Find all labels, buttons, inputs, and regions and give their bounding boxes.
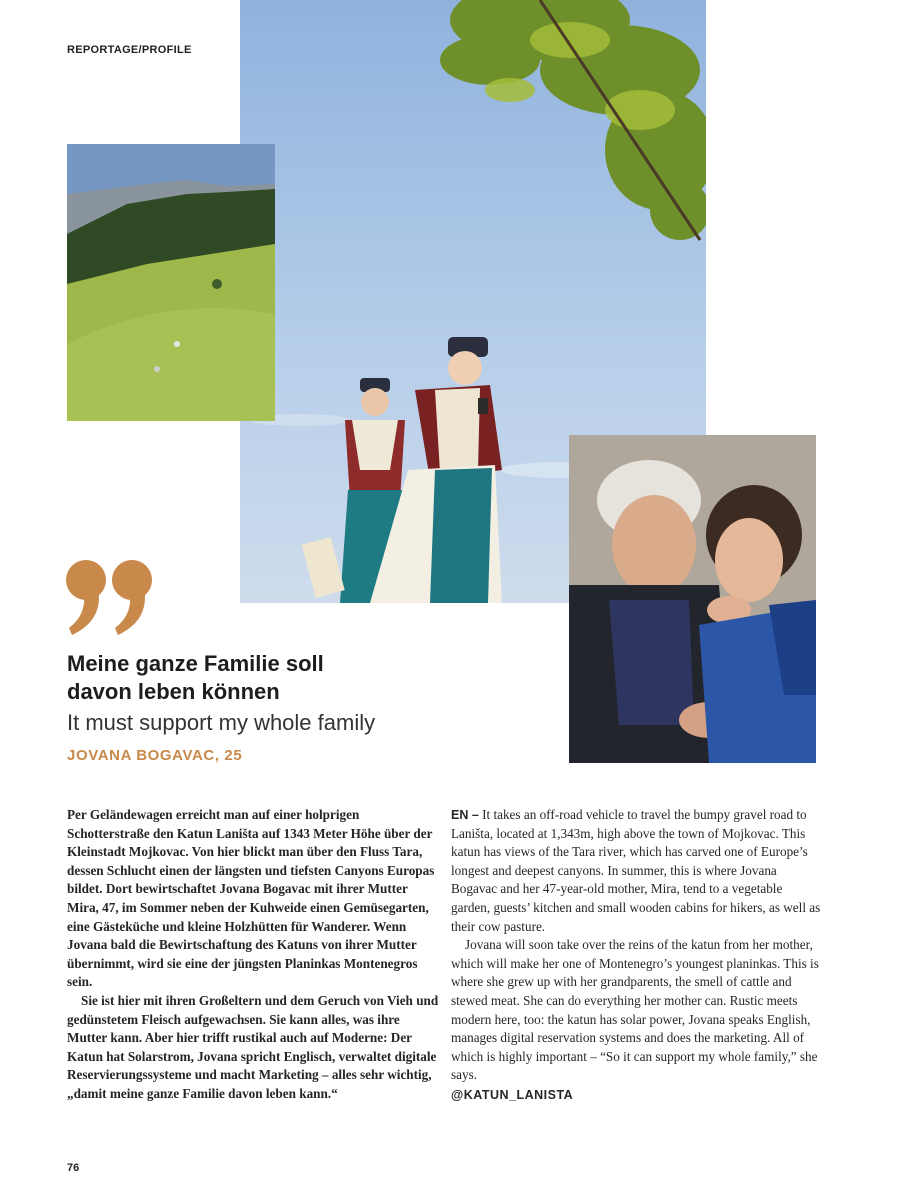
article-en-paragraph-1	[451, 806, 821, 936]
article-en-paragraph-1-text: It takes an off-road vehicle to travel the bumpy gravel road to Laništa, located at 1,343m, high above the town of Mojkovac. This katun has views of the Tara river, which has carved one of Europe’s longest and deepest canyons. In summer, this is where Jovana Bogavac and her 47-year-old mother, Mira, tend to a vegetable garden, guests’ kitchen and small wooden cabins for hikers, as well as their cow pasture.	[451, 807, 821, 934]
quote-author: JOVANA BOGAVAC, 25	[67, 747, 243, 764]
section-label: REPORTAGE/PROFILE	[67, 44, 192, 56]
pull-quote-line-1: Meine ganze Familie soll	[67, 651, 324, 676]
article-german-column	[67, 806, 441, 1104]
photo-mountain-meadow-illustration	[67, 144, 275, 421]
photo-mother-daughter	[569, 435, 816, 763]
pull-quote-english: It must support my whole family	[67, 710, 376, 735]
pull-quote-german	[67, 650, 487, 706]
article-english-column	[451, 806, 821, 1105]
page-number: 76	[67, 1162, 80, 1174]
photo-mountain-meadow	[67, 144, 275, 421]
language-tag: EN –	[451, 808, 479, 822]
social-handle-link[interactable]: @KATUN_LANISTA	[451, 1087, 574, 1102]
article-de-paragraph-1: Per Geländewagen erreicht man auf einer holprigen Schotterstraße den Katun Laništa auf 1343 Meter Höhe über der Kleinstadt Mojkovac. Von hier blickt man über den Fluss Tara, dessen Schlucht einen der längsten und tiefsten Canyons Europas bildet. Dort bewirtschaftet Jovana Bogavac mit ihrer Mutter Mira, 47, im Sommer neben der Kuhweide einen Gemüsegarten, eine Gästeküche und kleine Holzhütten für Wanderer. Wenn Jovana bald die Bewirtschaftung des Katuns von ihrer Mutter übernimmt, wird sie eine der jüngsten Planinkas Montenegros sein.	[67, 807, 435, 990]
pull-quote-line-2: davon leben können	[67, 679, 280, 704]
quote-mark-icon	[64, 540, 164, 650]
article-de-paragraph-2: Sie ist hier mit ihren Großeltern und dem Geruch von Vieh und gedünstetem Fleisch aufgewachsen. Sie kann alles, was ihre Mutter kann. Aber hier trifft rustikal auch auf Moderne: Der Katun hat Solarstrom, Jovana spricht Englisch, verwaltet digitale Reservierungssysteme und macht Marketing – alles sehr wichtig, „damit meine ganze Familie davon leben kann.“	[67, 992, 439, 1101]
photo-mother-daughter-illustration	[569, 435, 816, 763]
article-en-paragraph-2: Jovana will soon take over the reins of the katun from her mother, which will make her one of Montenegro’s youngest planinkas. This is where she grew up with her grandparents, the smell of cattle and stewed meat. She can do everything her mother can. Rustic meets modern here, too: the katun has solar power, Jovana speaks English, manages digital reservation systems and does the marketing. All of which is highly important – “So it can support my whole family,” she says.	[451, 937, 819, 1083]
